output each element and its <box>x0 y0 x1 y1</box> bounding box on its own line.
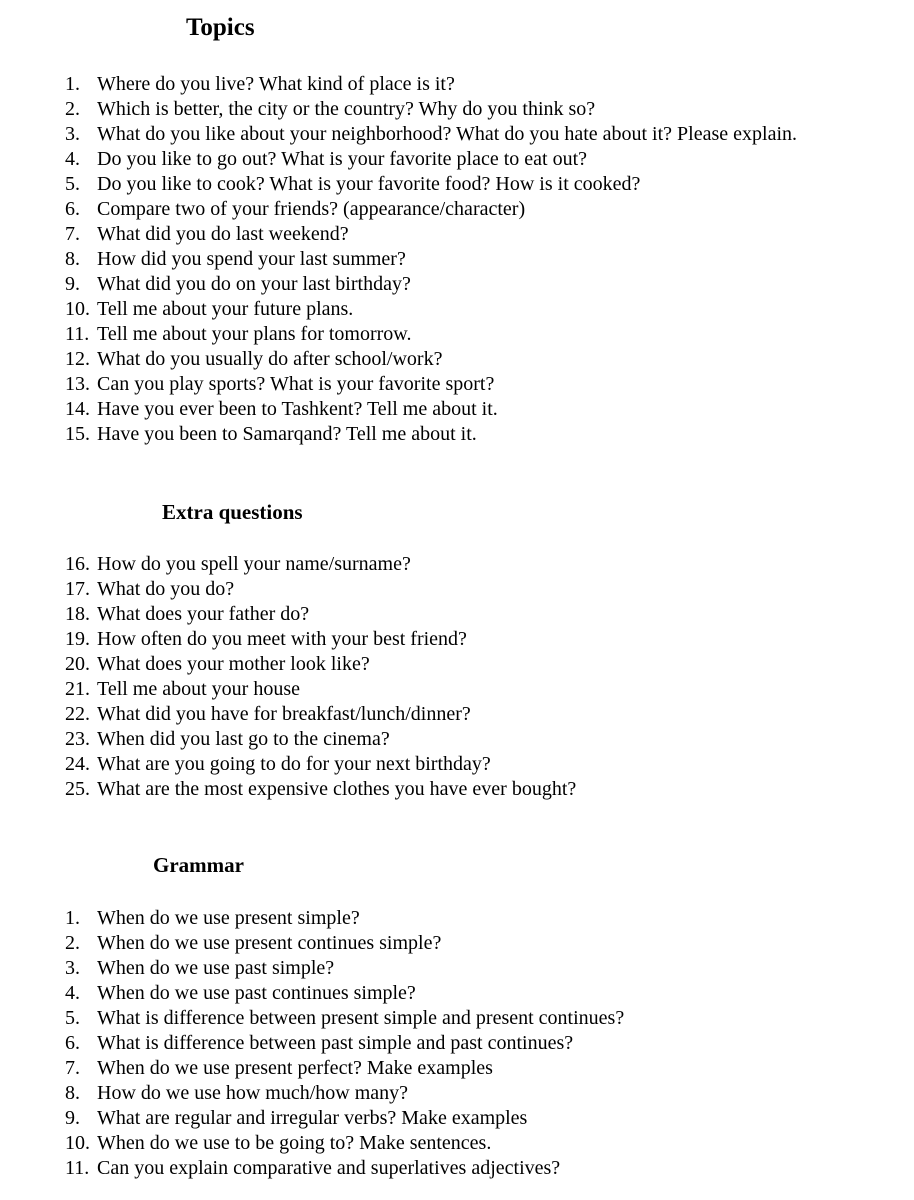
question-number: 17. <box>65 578 90 600</box>
question-number: 12. <box>65 348 90 370</box>
question-text: Have you been to Samarqand? Tell me about it. <box>97 423 477 445</box>
question-number: 10. <box>65 298 90 320</box>
question-text: When do we use present perfect? Make examples <box>97 1057 493 1079</box>
question-text: What do you like about your neighborhood? What do you hate about it? Please explain. <box>97 123 798 145</box>
question-number: 5. <box>65 173 80 195</box>
question-text: Can you play sports? What is your favorite sport? <box>97 373 495 395</box>
question-number: 3. <box>65 123 80 145</box>
question-number: 5. <box>65 1007 80 1029</box>
question-number: 10. <box>65 1132 90 1154</box>
question-number: 8. <box>65 1082 80 1104</box>
question-text: When did you last go to the cinema? <box>97 728 390 750</box>
question-number: 9. <box>65 273 80 295</box>
question-text: Where do you live? What kind of place is it? <box>97 73 455 95</box>
question-text: What is difference between present simple and present continues? <box>97 1007 625 1029</box>
question-text: What did you do on your last birthday? <box>97 273 411 295</box>
question-text: What does your father do? <box>97 603 310 625</box>
question-number: 11. <box>65 323 90 345</box>
question-number: 4. <box>65 148 80 170</box>
question-text: Do you like to cook? What is your favorite food? How is it cooked? <box>97 173 641 195</box>
question-number: 18. <box>65 603 90 625</box>
question-text: When do we use past simple? <box>97 957 335 979</box>
question-text: What are the most expensive clothes you have ever bought? <box>97 778 577 800</box>
question-text: Tell me about your plans for tomorrow. <box>97 323 412 345</box>
question-number: 11. <box>65 1157 90 1179</box>
question-number: 3. <box>65 957 80 979</box>
question-number: 7. <box>65 1057 80 1079</box>
question-text: What is difference between past simple and past continues? <box>97 1032 574 1054</box>
question-text: What did you have for breakfast/lunch/dinner? <box>97 703 471 725</box>
question-number: 15. <box>65 423 90 445</box>
question-number: 21. <box>65 678 90 700</box>
question-text: What do you usually do after school/work? <box>97 348 443 370</box>
question-text: What are regular and irregular verbs? Make examples <box>97 1107 528 1129</box>
question-text: Which is better, the city or the country? Why do you think so? <box>97 98 596 120</box>
grammar-heading: Grammar <box>153 853 244 877</box>
question-number: 8. <box>65 248 80 270</box>
question-number: 23. <box>65 728 90 750</box>
question-number: 19. <box>65 628 90 650</box>
question-number: 2. <box>65 932 80 954</box>
question-text: What are you going to do for your next birthday? <box>97 753 491 775</box>
question-number: 7. <box>65 223 80 245</box>
question-number: 1. <box>65 73 80 95</box>
question-number: 2. <box>65 98 80 120</box>
question-number: 25. <box>65 778 90 800</box>
question-text: Tell me about your future plans. <box>97 298 354 320</box>
question-number: 6. <box>65 1032 80 1054</box>
question-text: How do we use how much/how many? <box>97 1082 409 1104</box>
question-text: How do you spell your name/surname? <box>97 553 411 575</box>
question-text: Tell me about your house <box>97 678 300 700</box>
question-text: Compare two of your friends? (appearance/character) <box>97 198 526 220</box>
question-text: Do you like to go out? What is your favorite place to eat out? <box>97 148 588 170</box>
topics-heading: Topics <box>186 14 255 41</box>
question-text: Can you explain comparative and superlatives adjectives? <box>97 1157 561 1179</box>
question-number: 1. <box>65 907 80 929</box>
question-number: 16. <box>65 553 90 575</box>
question-text: What did you do last weekend? <box>97 223 349 245</box>
question-number: 9. <box>65 1107 80 1129</box>
question-text: How did you spend your last summer? <box>97 248 406 270</box>
question-text: What do you do? <box>97 578 235 600</box>
question-text: What does your mother look like? <box>97 653 370 675</box>
question-text: Have you ever been to Tashkent? Tell me about it. <box>97 398 498 420</box>
question-number: 4. <box>65 982 80 1004</box>
question-text: How often do you meet with your best friend? <box>97 628 467 650</box>
question-number: 20. <box>65 653 90 675</box>
question-number: 22. <box>65 703 90 725</box>
question-text: When do we use present simple? <box>97 907 360 929</box>
question-number: 24. <box>65 753 90 775</box>
question-number: 6. <box>65 198 80 220</box>
question-number: 13. <box>65 373 90 395</box>
question-text: When do we use past continues simple? <box>97 982 416 1004</box>
extra-questions-heading: Extra questions <box>162 500 303 524</box>
question-text: When do we use present continues simple? <box>97 932 442 954</box>
question-text: When do we use to be going to? Make sentences. <box>97 1132 492 1154</box>
question-number: 14. <box>65 398 90 420</box>
